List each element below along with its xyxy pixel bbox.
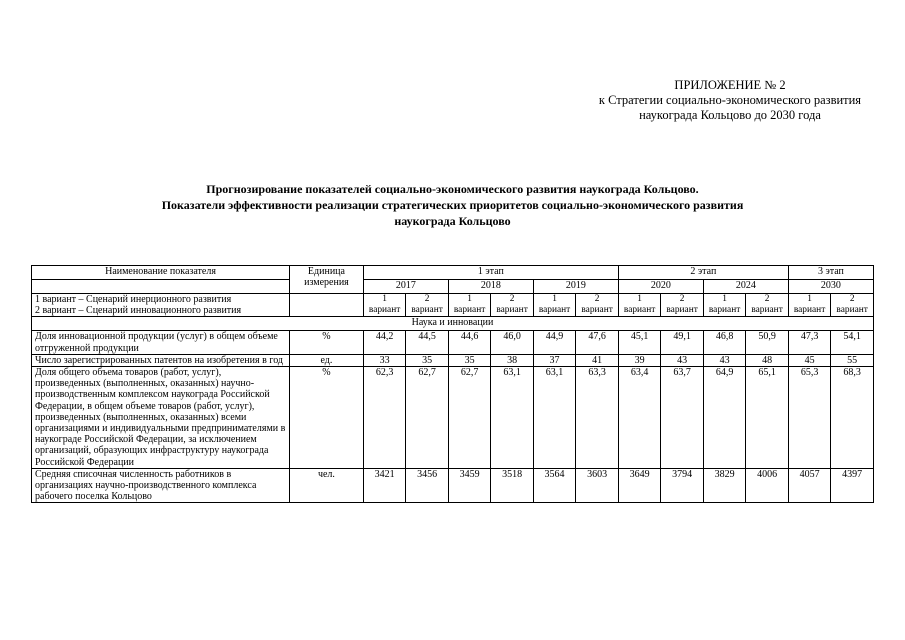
section-row xyxy=(32,317,874,331)
header-variant xyxy=(448,294,490,317)
indicator-value: 3456 xyxy=(406,468,448,503)
variant-number: 2 xyxy=(509,294,515,304)
indicator-value: 43 xyxy=(661,354,703,366)
variant-label: вариант xyxy=(538,305,571,316)
indicator-value: 3829 xyxy=(703,468,745,503)
variant-number: 1 xyxy=(552,294,557,304)
indicator-value: 3421 xyxy=(363,468,405,503)
indicator-value: 4006 xyxy=(746,468,789,503)
indicator-value: 35 xyxy=(448,354,490,366)
header-year: 2019 xyxy=(533,280,618,294)
indicator-value: 37 xyxy=(533,354,575,366)
variant-label: вариант xyxy=(793,305,826,316)
indicator-value: 55 xyxy=(831,354,874,366)
indicator-value: 68,3 xyxy=(831,367,874,469)
indicator-unit: % xyxy=(290,367,364,469)
indicator-value: 3564 xyxy=(533,468,575,503)
title-line-3: наукограда Кольцово xyxy=(394,214,511,228)
indicator-value: 3603 xyxy=(576,468,619,503)
indicator-value: 48 xyxy=(746,354,789,366)
variant-label: вариант xyxy=(581,305,613,316)
indicator-value: 47,3 xyxy=(788,331,830,354)
title-line-2: Показатели эффективности реализации стратегических приоритетов социально-экономического развития xyxy=(161,198,744,212)
indicator-value: 4397 xyxy=(831,468,874,503)
indicator-value: 3649 xyxy=(618,468,660,503)
variant-label: вариант xyxy=(411,305,443,316)
header-year: 2020 xyxy=(618,280,703,294)
header-variant xyxy=(618,294,660,317)
indicators-table xyxy=(31,265,874,503)
indicator-value: 65,1 xyxy=(746,367,789,469)
variant-2-description: 2 вариант – Сценарий инновационного развития xyxy=(35,305,242,317)
indicator-value: 4057 xyxy=(788,468,830,503)
indicator-value: 47,6 xyxy=(576,331,619,354)
variant-number: 1 xyxy=(382,294,387,304)
table-row xyxy=(32,354,874,366)
header-variant xyxy=(491,294,533,317)
header-variant xyxy=(363,294,405,317)
header-year: 2018 xyxy=(448,280,533,294)
variant-label: вариант xyxy=(666,305,698,316)
variant-1-description: 1 вариант – Сценарий инерционного развития xyxy=(35,294,232,305)
header-stage-3: 3 этап xyxy=(788,266,873,280)
header-row-years xyxy=(32,280,874,294)
indicator-name: Доля общего объема товаров (работ, услуг), произведенных (выполненных, оказанных) научно-производственным комплексом наукограда Российской Федерации, в общем объеме товаров (работ, услуг), произведенных (выполненных, оказанных) всеми организациями и индивидуальными предпринимателями в наукограде Российской Федерации, за исключением организаций, образующих инфраструктуру наукограда Российской Федерации xyxy=(32,367,290,469)
appendix-header xyxy=(540,78,905,123)
indicator-value: 39 xyxy=(618,354,660,366)
indicator-value: 50,9 xyxy=(746,331,789,354)
appendix-number: ПРИЛОЖЕНИЕ № 2 xyxy=(674,78,786,92)
indicator-value: 62,7 xyxy=(406,367,448,469)
variant-number: 2 xyxy=(679,294,685,304)
indicator-value: 54,1 xyxy=(831,331,874,354)
indicator-value: 45,1 xyxy=(618,331,660,354)
indicator-value: 63,1 xyxy=(491,367,533,469)
indicator-name: Число зарегистрированных патентов на изобретения в год xyxy=(32,354,290,366)
indicator-value: 44,6 xyxy=(448,331,490,354)
indicator-value: 38 xyxy=(491,354,533,366)
header-variant xyxy=(533,294,575,317)
indicator-value: 63,7 xyxy=(661,367,703,469)
variant-label: вариант xyxy=(496,305,528,316)
data-rows xyxy=(32,331,874,503)
indicator-name: Доля инновационной продукции (услуг) в общем объеме отгруженной продукции xyxy=(32,331,290,354)
indicator-value: 43 xyxy=(703,354,745,366)
indicator-value: 46,8 xyxy=(703,331,745,354)
indicator-value: 35 xyxy=(406,354,448,366)
variant-number: 2 xyxy=(594,294,600,304)
indicator-value: 63,3 xyxy=(576,367,619,469)
variant-label: вариант xyxy=(623,305,656,316)
indicator-value: 62,3 xyxy=(363,367,405,469)
variant-number: 1 xyxy=(637,294,642,304)
indicator-name: Средняя списочная численность работников в организациях научно-производственного комплекса рабочего поселка Кольцово xyxy=(32,468,290,503)
variants-description xyxy=(32,294,290,317)
variant-number: 1 xyxy=(807,294,812,304)
indicator-value: 63,4 xyxy=(618,367,660,469)
indicator-value: 46,0 xyxy=(491,331,533,354)
header-variant xyxy=(406,294,448,317)
header-unit-line-1: Единица xyxy=(307,266,345,277)
header-row-variants xyxy=(32,294,874,317)
indicator-value: 3518 xyxy=(491,468,533,503)
header-unit xyxy=(290,266,364,294)
header-unit-line-2: измерения xyxy=(304,277,349,289)
indicator-value: 63,1 xyxy=(533,367,575,469)
section-title: Наука и инновации xyxy=(32,317,874,331)
header-variant xyxy=(703,294,745,317)
title-line-1: Прогнозирование показателей социально-экономического развития наукограда Кольцово. xyxy=(206,182,699,196)
header-stage-2: 2 этап xyxy=(618,266,788,280)
indicator-unit: чел. xyxy=(290,468,364,503)
header-stage-1: 1 этап xyxy=(363,266,618,280)
indicator-value: 44,2 xyxy=(363,331,405,354)
variant-number: 1 xyxy=(467,294,472,304)
table-row xyxy=(32,367,874,469)
header-row-stages xyxy=(32,266,874,280)
variant-label: вариант xyxy=(368,305,401,316)
variant-label: вариант xyxy=(751,305,783,316)
indicator-value: 3459 xyxy=(448,468,490,503)
header-variant xyxy=(661,294,703,317)
header-variant xyxy=(788,294,830,317)
variant-number: 2 xyxy=(849,294,855,304)
variants-unit-empty xyxy=(290,294,364,317)
variant-label: вариант xyxy=(453,305,486,316)
indicator-value: 65,3 xyxy=(788,367,830,469)
variant-number: 2 xyxy=(424,294,430,304)
indicator-value: 45 xyxy=(788,354,830,366)
indicator-value: 44,9 xyxy=(533,331,575,354)
indicator-value: 62,7 xyxy=(448,367,490,469)
indicator-value: 49,1 xyxy=(661,331,703,354)
header-variant xyxy=(746,294,789,317)
header-variant xyxy=(831,294,874,317)
indicator-unit: ед. xyxy=(290,354,364,366)
indicator-value: 3794 xyxy=(661,468,703,503)
header-empty-cell xyxy=(32,280,290,294)
indicator-value: 64,9 xyxy=(703,367,745,469)
header-year: 2017 xyxy=(363,280,448,294)
header-indicator-name: Наименование показателя xyxy=(32,266,290,280)
variant-number: 2 xyxy=(764,294,770,304)
header-variant xyxy=(576,294,619,317)
variant-label: вариант xyxy=(836,305,868,316)
indicator-value: 41 xyxy=(576,354,619,366)
appendix-reference: к Стратегии социально-экономического развития xyxy=(598,93,862,107)
variant-label: вариант xyxy=(708,305,741,316)
header-year: 2024 xyxy=(703,280,788,294)
document-title xyxy=(60,181,845,229)
table-row xyxy=(32,331,874,354)
indicator-value: 44,5 xyxy=(406,331,448,354)
table-row xyxy=(32,468,874,503)
header-year: 2030 xyxy=(788,280,873,294)
indicator-unit: % xyxy=(290,331,364,354)
variant-number: 1 xyxy=(722,294,727,304)
appendix-reference-cont: наукограда Кольцово до 2030 года xyxy=(639,108,821,122)
indicator-value: 33 xyxy=(363,354,405,366)
